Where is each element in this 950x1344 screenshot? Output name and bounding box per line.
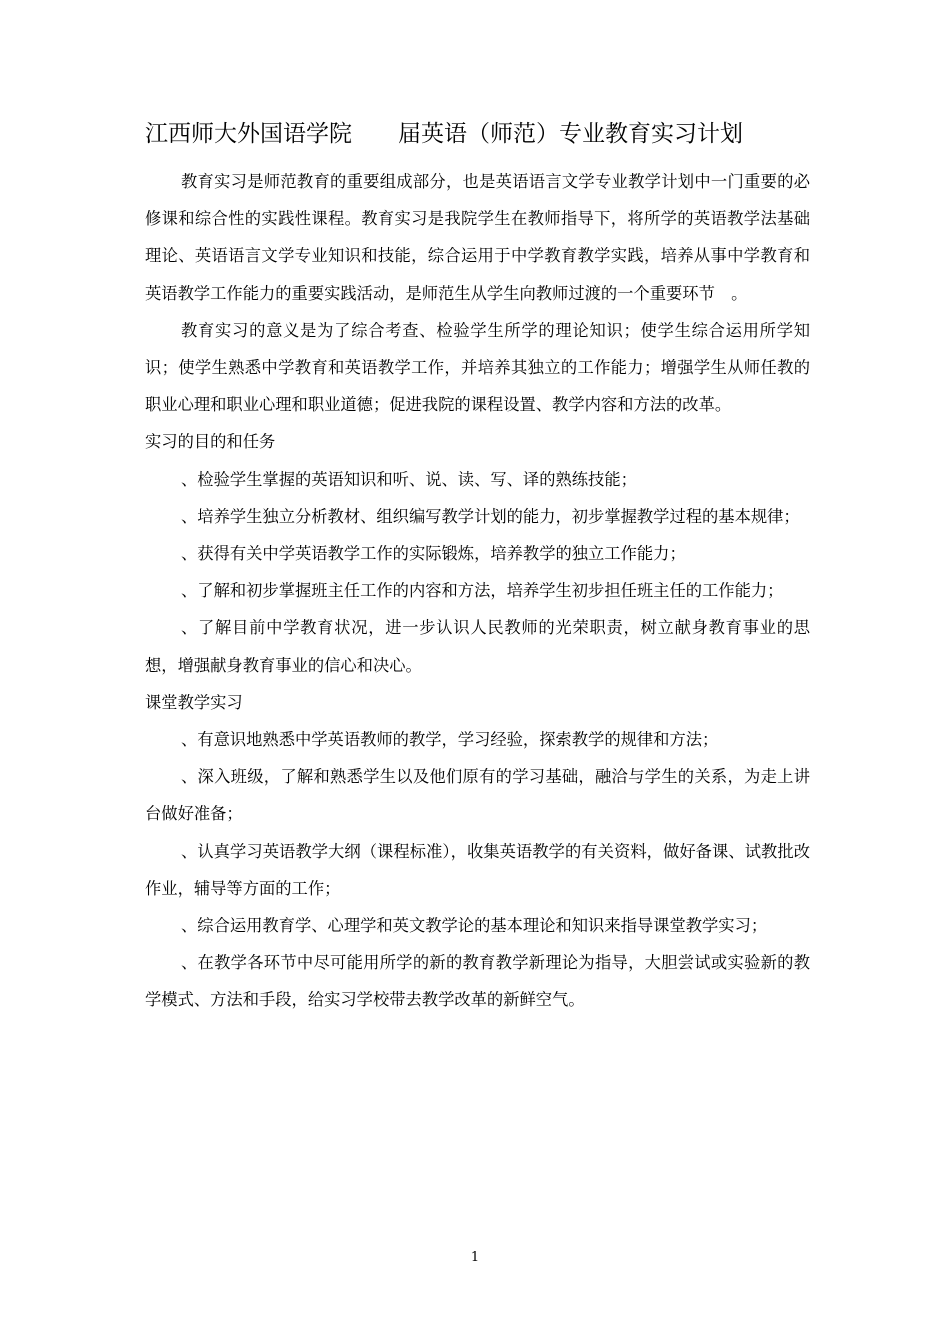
goal-item: 、培养学生独立分析教材、组织编写教学计划的能力，初步掌握教学过程的基本规律；	[181, 506, 800, 526]
title-institution: 江西师大外国语学院	[145, 121, 352, 147]
goal-item: 、获得有关中学英语教学工作的实际锻炼，培养教学的独立工作能力；	[181, 544, 686, 564]
classroom-item: 、深入班级，了解和熟悉学生以及他们原有的学习基础，融洽与学生的关系，为走上讲台做好准备；	[145, 767, 810, 824]
title-plan-name: 届英语（师范）专业教育实习计划	[398, 121, 743, 147]
section-heading-goals: 实习的目的和任务	[145, 432, 276, 452]
goal-item: 、检验学生掌握的英语知识和听、说、读、写、译的熟练技能；	[181, 469, 637, 489]
section-heading-classroom: 课堂教学实习	[145, 692, 243, 712]
page-number: 1	[470, 1250, 480, 1265]
goal-item: 、了解目前中学教育状况，进一步认识人民教师的光荣职责，树立献身教育事业的思想，增强献身教育事业的信心和决心。	[145, 618, 810, 675]
classroom-item: 、认真学习英语教学大纲（课程标准），收集英语教学的有关资料，做好备课、试教批改作业，辅导等方面的工作；	[145, 841, 810, 898]
classroom-item: 、综合运用教育学、心理学和英文教学论的基本理论和知识来指导课堂教学实习；	[181, 916, 768, 936]
intro-paragraph: 教育实习是师范教育的重要组成部分，也是英语语言文学专业教学计划中一门重要的必修课和综合性的实践性课程。教育实习是我院学生在教师指导下，将所学的英语教学法基础理论、英语语言文学专业知识和技能，综合运用于中学教育教学实践，培养从事中学教育和英语教学工作能力的重要实践活动，是师范生从学生向教师过渡的一个重要环节 。	[145, 172, 810, 303]
document-title	[145, 118, 743, 150]
document-body	[145, 163, 810, 1019]
classroom-item: 、在教学各环节中尽可能用所学的新的教育教学新理论为指导，大胆尝试或实验新的教学模式、方法和手段，给实习学校带去教学改革的新鲜空气。	[145, 953, 810, 1010]
significance-paragraph: 教育实习的意义是为了综合考查、检验学生所学的理论知识；使学生综合运用所学知识；使学生熟悉中学教育和英语教学工作，并培养其独立的工作能力；增强学生从师任教的职业心理和职业心理和职业道德；促进我院的课程设置、教学内容和方法的改革。	[145, 320, 810, 415]
classroom-item: 、有意识地熟悉中学英语教师的教学，学习经验，探索教学的规律和方法；	[181, 730, 719, 750]
goal-item: 、了解和初步掌握班主任工作的内容和方法，培养学生初步担任班主任的工作能力；	[181, 581, 784, 601]
